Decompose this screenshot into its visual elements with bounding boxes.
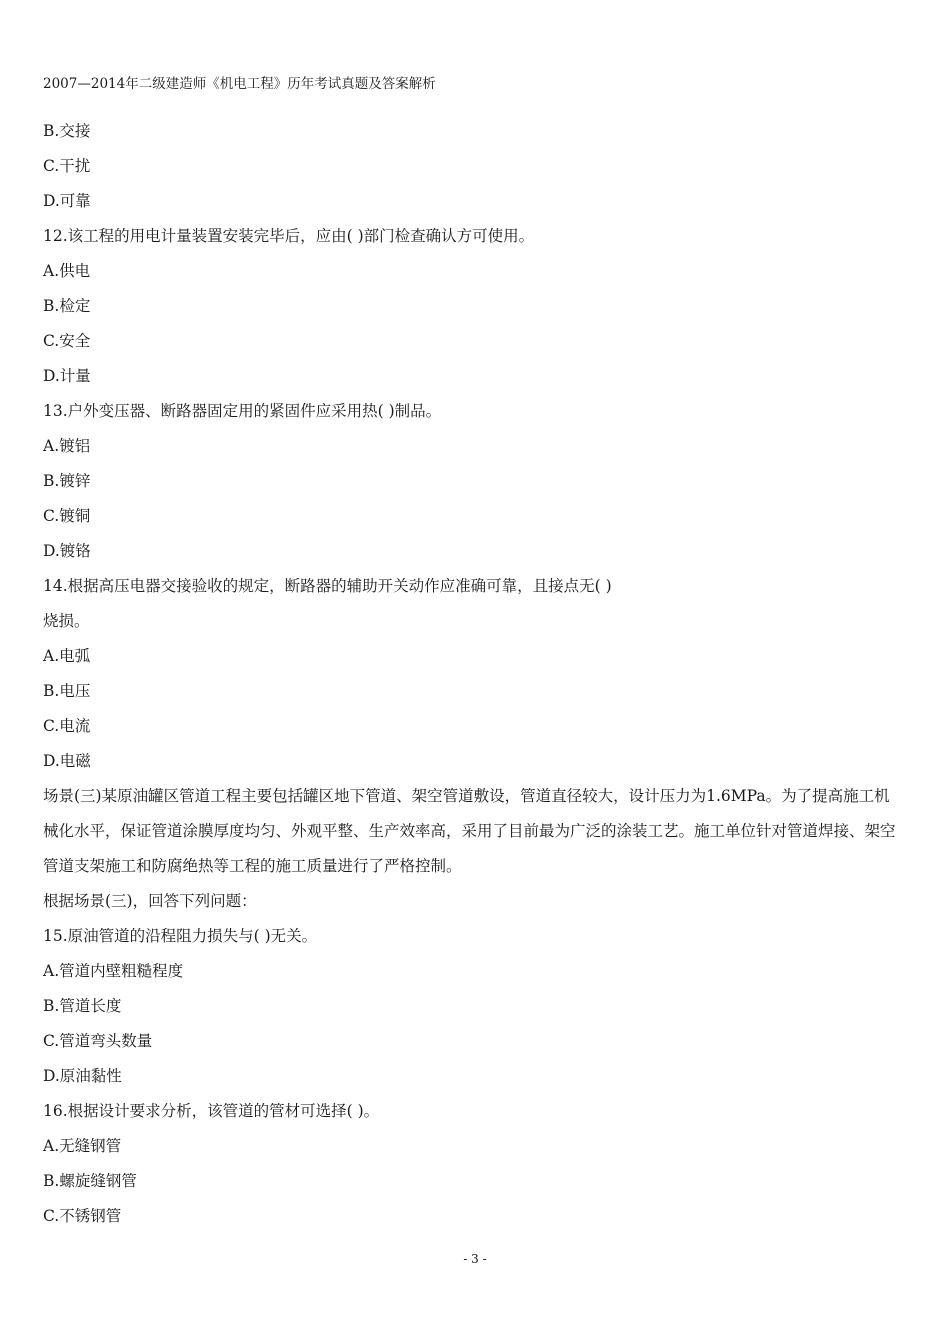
question-14: 14.根据高压电器交接验收的规定，断路器的辅助开关动作应准确可靠，且接点无( ) [43, 577, 612, 595]
scenario-3-paragraph: 场景(三)某原油罐区管道工程主要包括罐区地下管道、架空管道敷设，管道直径较大，设计压力为1.6MPa。为了提高施工机械化水平，保证管道涂膜厚度均匀、外观平整、生产效率高，采用了目前最为广泛的涂装工艺。施工单位针对管道焊接、架空管道支架施工和防腐绝热等工程的施工质量进行了严格控制。 [43, 787, 896, 875]
option-b-q16: B.螺旋缝钢管 [43, 1172, 137, 1190]
option-b-q14: B.电压 [43, 682, 91, 700]
option-a-q13: A.镀铝 [43, 437, 91, 455]
option-b-q15: B.管道长度 [43, 997, 122, 1015]
page-content [43, 114, 905, 1234]
option-c-q11: C.干扰 [43, 157, 91, 175]
question-15: 15.原油管道的沿程阻力损失与( )无关。 [43, 927, 318, 945]
question-16: 16.根据设计要求分析，该管道的管材可选择( )。 [43, 1102, 380, 1120]
option-d-q14: D.电磁 [43, 752, 91, 770]
option-d-q13: D.镀铬 [43, 542, 91, 560]
scenario-3-instruction: 根据场景(三)，回答下列问题： [43, 892, 257, 910]
option-d-q11: D.可靠 [43, 192, 91, 210]
option-a-q15: A.管道内壁粗糙程度 [43, 962, 184, 980]
option-c-q16: C.不锈钢管 [43, 1207, 122, 1225]
option-b-q13: B.镀锌 [43, 472, 91, 490]
question-13: 13.户外变压器、断路器固定用的紧固件应采用热( )制品。 [43, 402, 442, 420]
option-c-q15: C.管道弯头数量 [43, 1032, 153, 1050]
option-a-q14: A.电弧 [43, 647, 91, 665]
option-b-q11: B.交接 [43, 122, 91, 140]
page-number: - 3 - [463, 1252, 487, 1266]
question-14-continued: 烧损。 [43, 612, 90, 630]
option-b-q12: B.检定 [43, 297, 91, 315]
option-c-q14: C.电流 [43, 717, 91, 735]
option-d-q12: D.计量 [43, 367, 91, 385]
option-c-q12: C.安全 [43, 332, 91, 350]
question-12: 12.该工程的用电计量装置安装完毕后，应由( )部门检查确认方可使用。 [43, 227, 535, 245]
option-a-q16: A.无缝钢管 [43, 1137, 122, 1155]
page-header: 2007—2014年二级建造师《机电工程》历年考试真题及答案解析 [43, 76, 436, 92]
option-a-q12: A.供电 [43, 262, 91, 280]
option-c-q13: C.镀铜 [43, 507, 91, 525]
option-d-q15: D.原油黏性 [43, 1067, 122, 1085]
